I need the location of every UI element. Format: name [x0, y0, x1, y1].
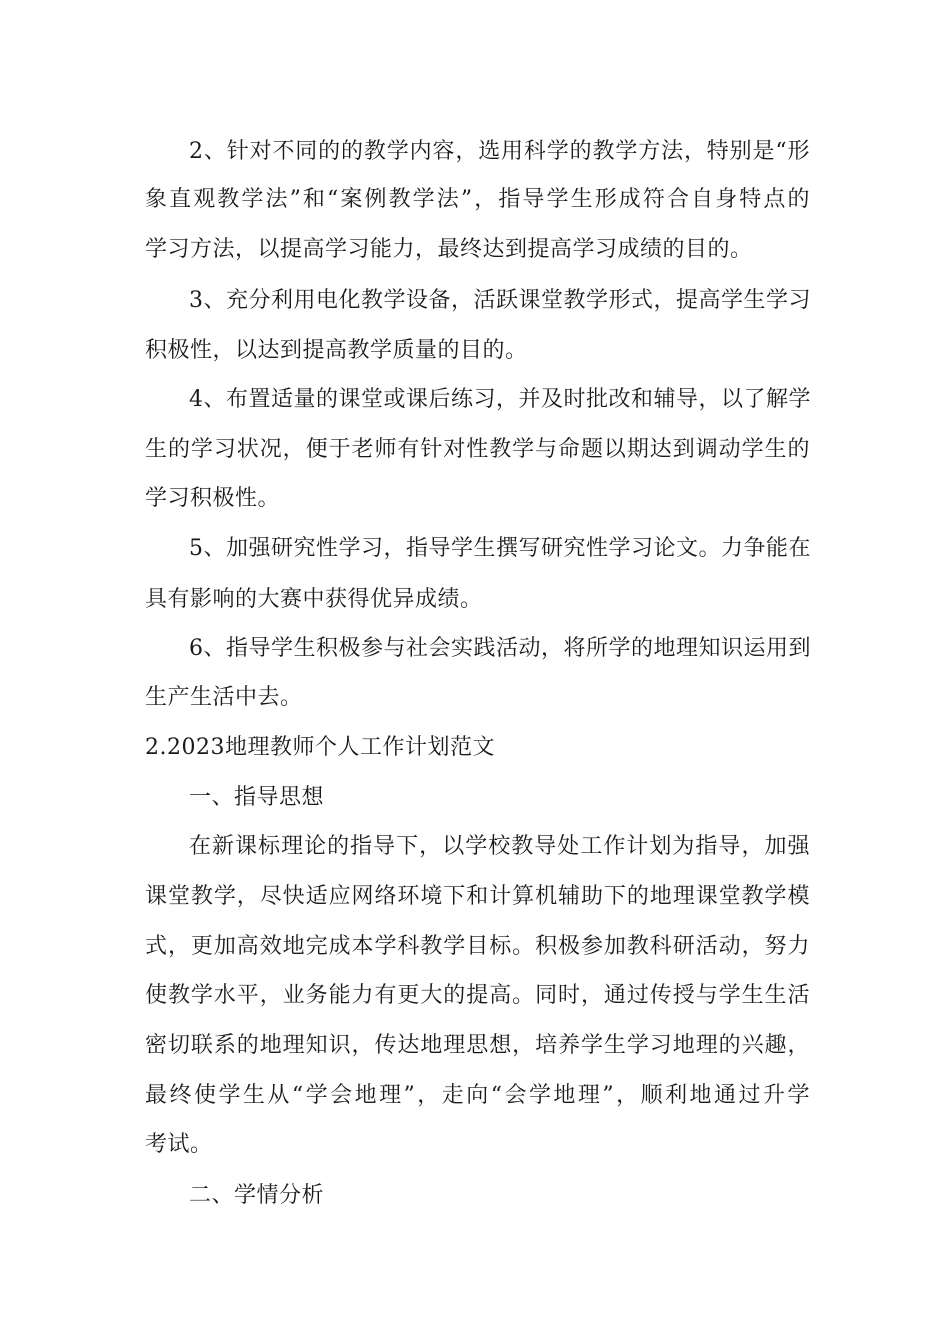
heading-guiding-thought: 一、指导思想 [189, 785, 325, 810]
paragraph-2-line-1: 2、针对不同的的教学内容，选用科学的教学方法，特别是“形 [189, 139, 810, 164]
paragraph-guide-line-3: 式，更加高效地完成本学科教学目标。积极参加教科研活动，努力 [145, 934, 810, 959]
paragraph-2-line-2: 象直观教学法”和“案例教学法”，指导学生形成符合自身特点的 [145, 187, 810, 212]
paragraph-4-line-3: 学习积极性。 [145, 486, 281, 511]
paragraph-2-line-3: 学习方法，以提高学习能力，最终达到提高学习成绩的目的。 [145, 237, 753, 262]
heading-student-analysis: 二、学情分析 [189, 1183, 325, 1208]
paragraph-6-line-2: 生产生活中去。 [145, 685, 303, 710]
paragraph-guide-line-1: 在新课标理论的指导下，以学校教导处工作计划为指导，加强 [189, 834, 810, 859]
paragraph-6-line-1: 6、指导学生积极参与社会实践活动，将所学的地理知识运用到 [189, 636, 811, 661]
paragraph-3-line-1: 3、充分利用电化教学设备，活跃课堂教学形式，提高学生学习 [189, 288, 811, 313]
paragraph-guide-line-6: 最终使学生从“学会地理”，走向“会学地理”，顺利地通过升学 [145, 1083, 810, 1108]
paragraph-4-line-1: 4、布置适量的课堂或课后练习，并及时批改和辅导，以了解学 [189, 387, 811, 412]
paragraph-guide-line-7: 考试。 [145, 1132, 213, 1157]
paragraph-5-line-1: 5、加强研究性学习，指导学生撰写研究性学习论文。力争能在 [189, 536, 811, 561]
paragraph-guide-line-4: 使教学水平，业务能力有更大的提高。同时，通过传授与学生生活 [145, 983, 810, 1008]
paragraph-5-line-2: 具有影响的大赛中获得优异成绩。 [145, 587, 483, 612]
paragraph-3-line-2: 积极性，以达到提高教学质量的目的。 [145, 338, 528, 363]
section-title: 2.2023地理教师个人工作计划范文 [145, 735, 495, 760]
paragraph-guide-line-5: 密切联系的地理知识，传达地理思想，培养学生学习地理的兴趣， [145, 1033, 810, 1058]
paragraph-guide-line-2: 课堂教学，尽快适应网络环境下和计算机辅助下的地理课堂教学模 [145, 884, 810, 909]
paragraph-4-line-2: 生的学习状况，便于老师有针对性教学与命题以期达到调动学生的 [145, 437, 810, 462]
